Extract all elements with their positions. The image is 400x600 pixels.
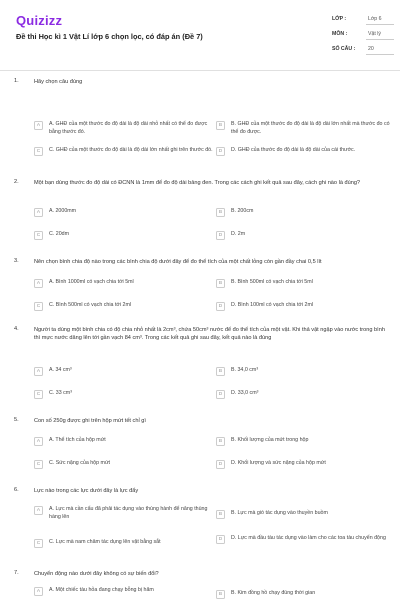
option-text: D. 2m: [231, 231, 246, 237]
document-title: Đề thi Học kì 1 Vật Lí lớp 6 chọn lọc, có đáp án (Đề 7): [16, 32, 203, 41]
option-letter: D: [216, 460, 225, 469]
quizizz-logo: Quizizz: [16, 13, 63, 28]
option-letter: B: [216, 437, 225, 446]
option-letter: D: [216, 390, 225, 399]
divider: [366, 54, 394, 55]
meta-subject-label: MÔN :: [332, 31, 348, 37]
question-number: 4.: [14, 326, 19, 332]
option-text: A. Thể tích của hộp mứt: [49, 437, 106, 443]
option-letter: A: [34, 587, 43, 596]
option-text: C. Sức nặng của hộp mứt: [49, 460, 110, 466]
meta-count-value: 20: [368, 46, 374, 52]
meta-class-value: Lớp 6: [368, 16, 382, 22]
option-text: A. Lực mà cần cẩu đã phải tác dụng vào thùng hành để nâng thùng hàng lên: [49, 506, 208, 520]
option-text: B. GHĐ của một thước đo độ dài là độ dài lớn nhất mà thước đo có thể đo được.: [231, 121, 390, 135]
option-letter: A: [34, 506, 43, 515]
option-letter: C: [34, 231, 43, 240]
question-number: 2.: [14, 179, 19, 185]
option-text: C. 20dm: [49, 231, 70, 237]
option-text: A. GHĐ của một thước đo độ dài là độ dài nhỏ nhất có thể đo được bằng thước đó.: [49, 121, 208, 135]
option-letter: D: [216, 302, 225, 311]
meta-subject-value: Vật lý: [368, 31, 381, 37]
option-letter: D: [216, 147, 225, 156]
question-text: Người ta dùng một bình chia có độ chia nhỏ nhất là 2cm³, chứa 50cm³ nước để đo thể tích của một vật. Khi thả vật ngập vào nước trong bình thì mực nước dâng lên tới gần vạch 84 cm³. Trong các kết quả ghi sau đây, kết quả nào là đúng: [34, 327, 385, 341]
question-number: 3.: [14, 258, 19, 264]
option-text: B. Bình 500ml có vạch chia tới 5ml: [231, 279, 313, 285]
option-text: C. Lực mà nam châm tác dụng lên vật bằng sắt: [49, 539, 161, 545]
option-letter: D: [216, 535, 225, 544]
option-letter: B: [216, 208, 225, 217]
option-text: A. 34 cm³: [49, 367, 72, 373]
option-text: D. Lực mà đầu tàu tác dụng vào làm cho các toa tàu chuyển động: [231, 535, 386, 541]
question-number: 7.: [14, 570, 19, 576]
option-text: D. GHĐ của thước đo độ dài là độ dài của cái thước.: [231, 147, 356, 153]
option-text: B. Kim đồng hồ chạy đúng thời gian: [231, 590, 316, 596]
option-text: B. 200cm: [231, 208, 254, 214]
question-text: Hãy chọn câu đúng: [34, 79, 83, 85]
option-letter: C: [34, 539, 43, 548]
question-text: Một bạn dùng thước đo độ dài có ĐCNN là 1mm để đo độ dài bảng đen. Trong các cách ghi kết quả sau đây, cách ghi nào là đúng?: [34, 180, 361, 186]
question-number: 6.: [14, 487, 19, 493]
option-text: B. Khối lượng của mứt trong hộp: [231, 437, 309, 443]
question-text: Lực nào trong các lực dưới đây là lực đẩy: [34, 488, 139, 494]
question-text: Nên chọn bình chia độ nào trong các bình chia độ dưới đây để đo thể tích của một chất lỏng còn gần đầy chai 0,5 lít: [34, 259, 322, 265]
option-letter: C: [34, 147, 43, 156]
option-letter: D: [216, 231, 225, 240]
option-text: A. 2000mm: [49, 208, 77, 214]
option-letter: B: [216, 590, 225, 599]
option-letter: A: [34, 279, 43, 288]
option-letter: C: [34, 460, 43, 469]
option-letter: B: [216, 279, 225, 288]
question-number: 5.: [14, 417, 19, 423]
option-letter: A: [34, 208, 43, 217]
question-text: Con số 250g được ghi trên hộp mứt tết chỉ gì: [34, 418, 146, 424]
header: [0, 0, 400, 72]
option-text: D. 33,0 cm³: [231, 390, 259, 396]
option-text: A. Một chiếc tàu hỏa đang chạy bỗng bị hãm: [49, 587, 154, 593]
option-letter: C: [34, 390, 43, 399]
option-text: C. 33 cm³: [49, 390, 72, 396]
question-text: Chuyển động nào dưới đây không có sự biến đổi?: [34, 571, 159, 577]
meta-class-label: LỚP :: [332, 16, 347, 22]
option-letter: A: [34, 367, 43, 376]
question-number: 1.: [14, 78, 19, 84]
option-text: D. Khối lượng và sức nặng của hộp mứt: [231, 460, 326, 466]
option-letter: B: [216, 121, 225, 130]
header-divider: [0, 70, 400, 71]
option-letter: B: [216, 510, 225, 519]
option-letter: B: [216, 367, 225, 376]
option-text: B. 34,0 cm³: [231, 367, 259, 373]
divider: [366, 24, 394, 25]
option-letter: C: [34, 302, 43, 311]
option-letter: A: [34, 121, 43, 130]
option-text: B. Lực mà gió tác dụng vào thuyền buồm: [231, 510, 328, 516]
option-text: A. Bình 1000ml có vạch chia tới 5ml: [49, 279, 134, 285]
option-text: D. Bình 100ml có vạch chia tới 2ml: [231, 302, 314, 308]
option-letter: A: [34, 437, 43, 446]
option-text: C. GHĐ của một thước đo độ dài là độ dài lớn nhất ghi trên thước đó.: [49, 147, 213, 153]
meta-count-label: SỐ CÂU :: [332, 46, 356, 52]
divider: [366, 39, 394, 40]
option-text: C. Bình 500ml có vạch chia tới 2ml: [49, 302, 132, 308]
